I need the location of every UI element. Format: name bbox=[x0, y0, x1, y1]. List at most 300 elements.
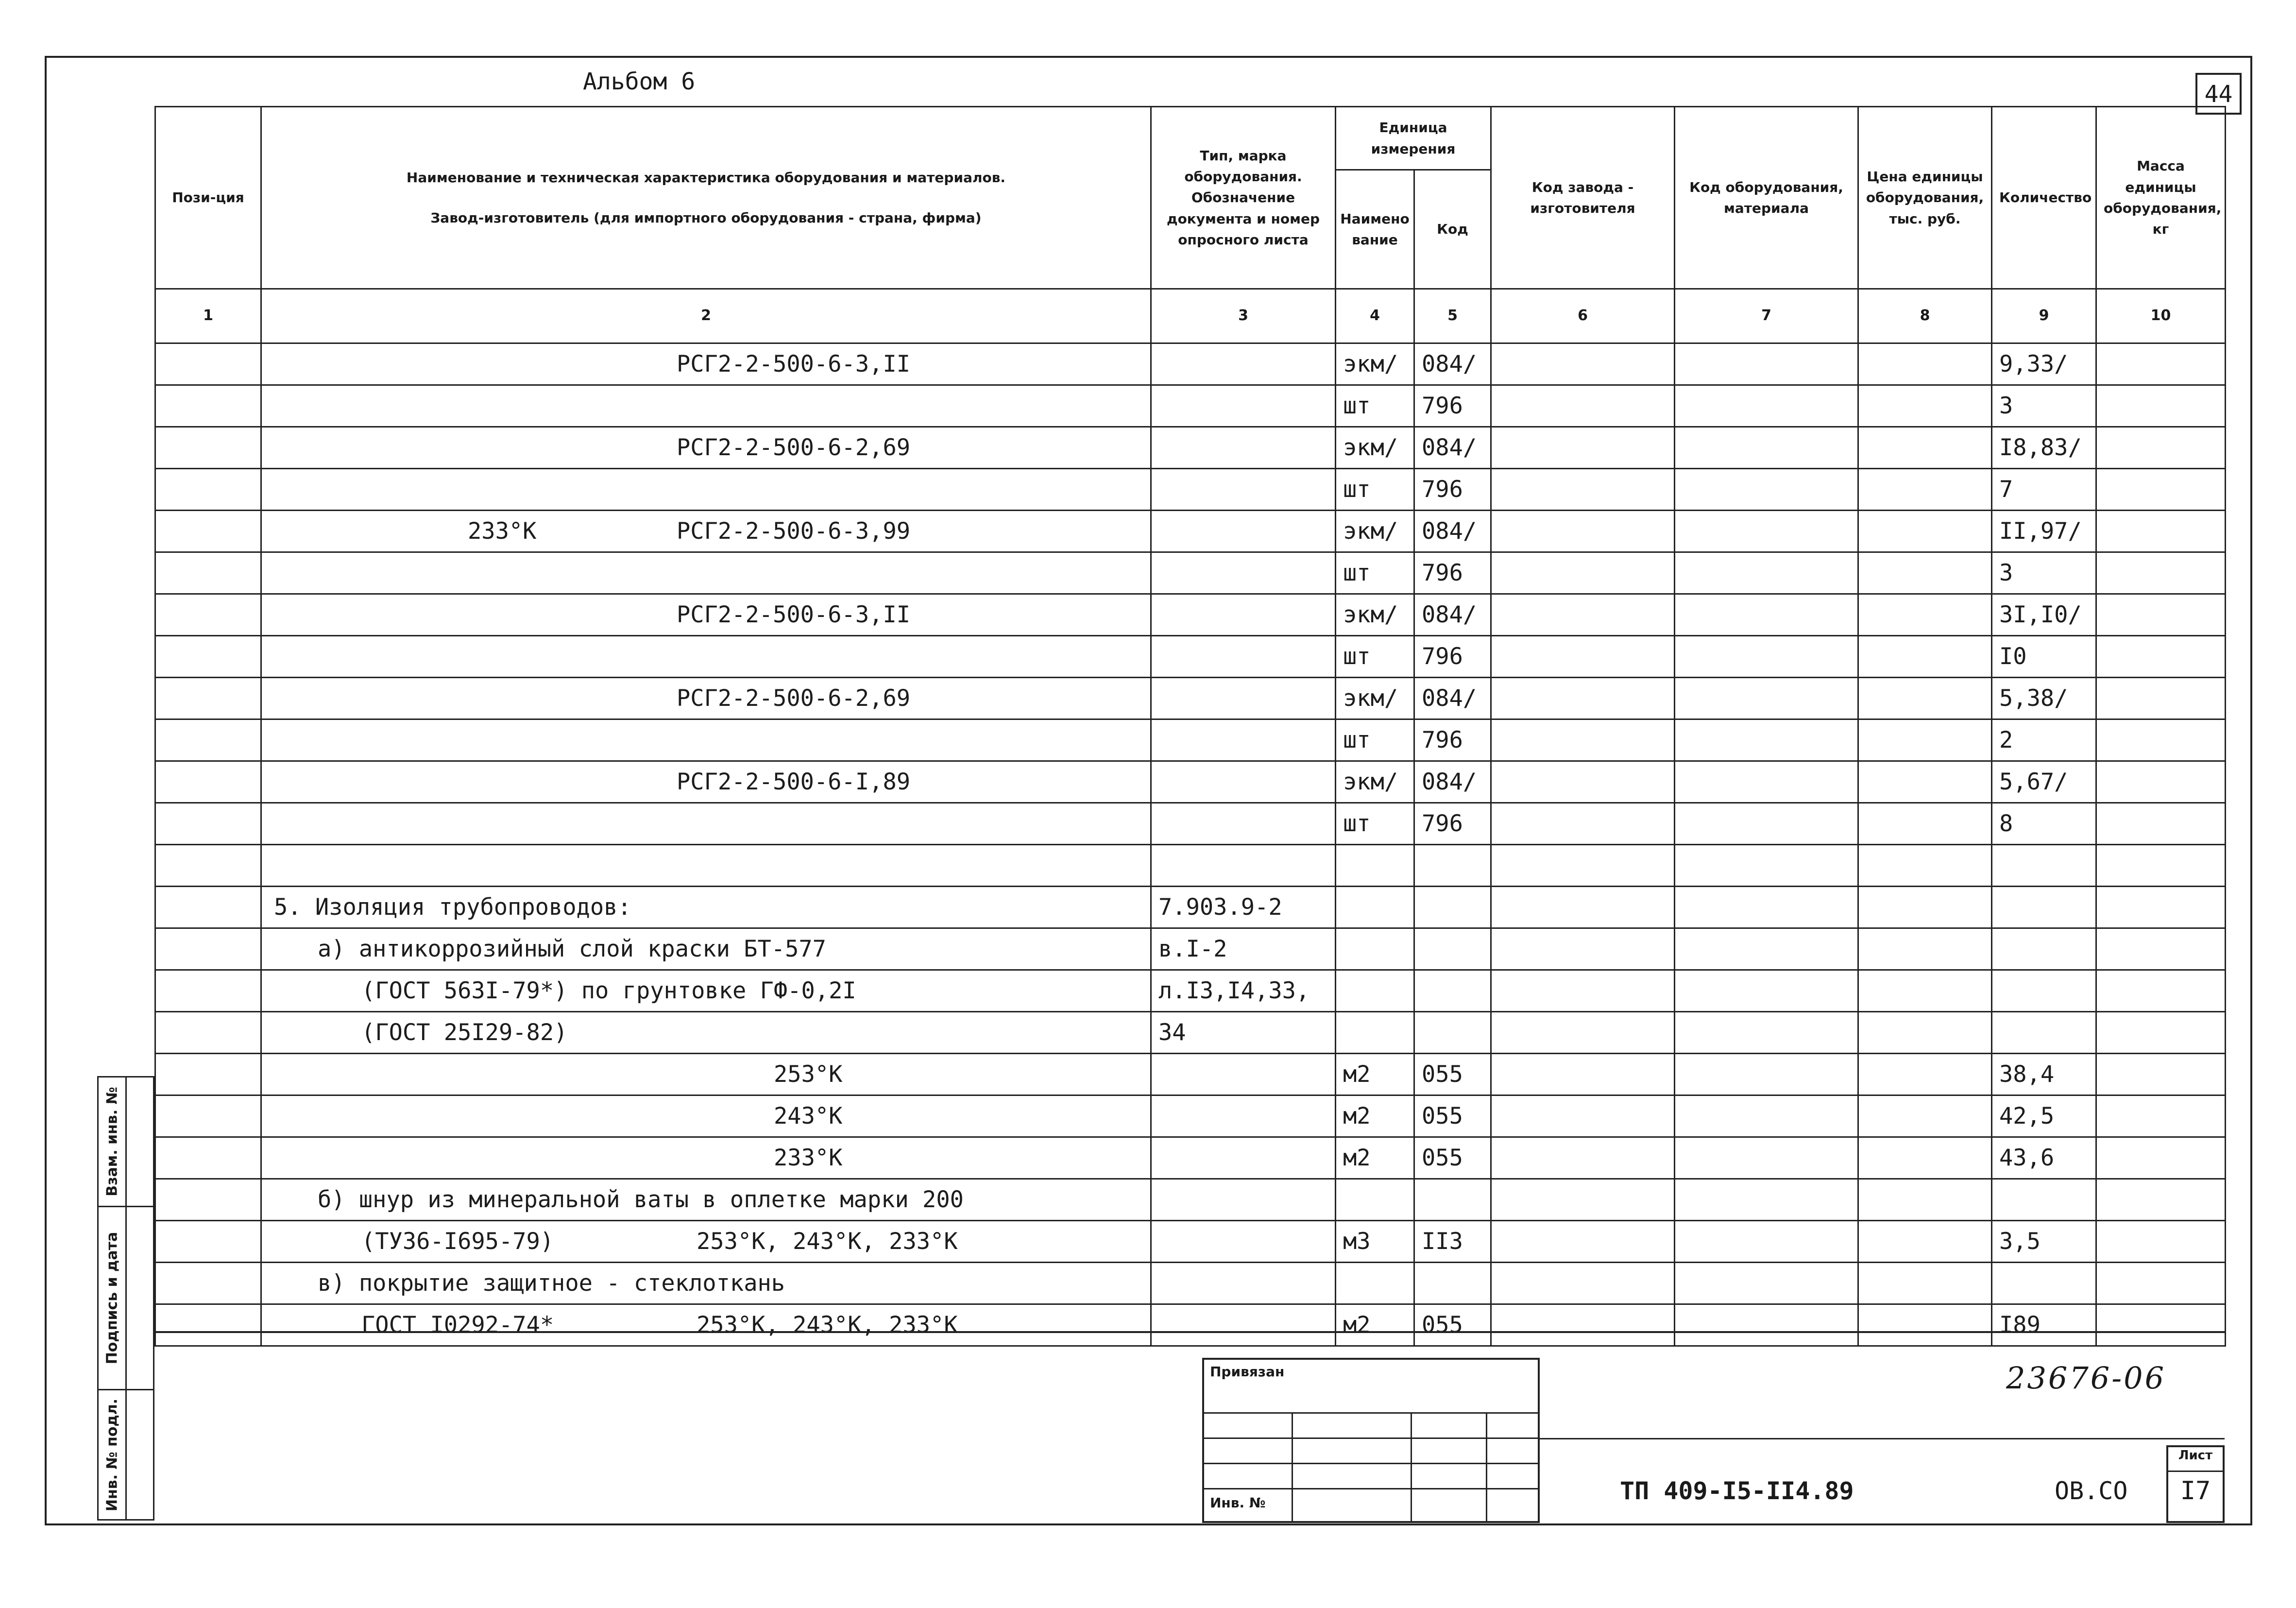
cell-type bbox=[1151, 385, 1336, 427]
cell-unit-code bbox=[1414, 1012, 1491, 1054]
cell-name bbox=[261, 719, 1151, 761]
cell-name-subtext: 233°К bbox=[774, 1145, 843, 1171]
cell-name-text: б) шнур из минеральной ваты в оплетке марки 200 bbox=[318, 1186, 964, 1213]
cell-equipment-code bbox=[1675, 511, 1858, 552]
cell-price bbox=[1858, 636, 1992, 678]
cell-type bbox=[1151, 761, 1336, 803]
cell-price bbox=[1858, 552, 1992, 594]
cell-type bbox=[1151, 845, 1336, 887]
cell-position bbox=[155, 1304, 261, 1346]
page-number: 44 bbox=[2195, 73, 2242, 115]
cell-factory-code bbox=[1491, 385, 1675, 427]
cell-type bbox=[1151, 427, 1336, 469]
cell-price bbox=[1858, 385, 1992, 427]
cell-unit-code bbox=[1414, 1263, 1491, 1304]
table-row bbox=[155, 1012, 2226, 1054]
column-number-row bbox=[155, 289, 2226, 343]
sheet-box bbox=[2166, 1445, 2225, 1523]
header-unit-code: Код bbox=[1414, 170, 1491, 289]
cell-unit-name: шт bbox=[1336, 469, 1414, 511]
header-factory-code: Код завода - изготовителя bbox=[1491, 107, 1675, 289]
table-row bbox=[155, 1221, 2226, 1263]
cell-name bbox=[261, 469, 1151, 511]
cell-position bbox=[155, 803, 261, 845]
cell-unit-code bbox=[1414, 1179, 1491, 1221]
header-name-line1: Наименование и техническая характеристика оборудования и материалов. bbox=[406, 169, 1006, 186]
table-row bbox=[155, 385, 2226, 427]
table-row bbox=[155, 469, 2226, 511]
cell-unit-code: 055 bbox=[1414, 1304, 1491, 1346]
cell-name bbox=[261, 594, 1151, 636]
cell-price bbox=[1858, 845, 1992, 887]
cell-unit-name: шт bbox=[1336, 636, 1414, 678]
cell-position bbox=[155, 887, 261, 928]
cell-quantity: I89 bbox=[1992, 1304, 2096, 1346]
cell-unit-name: м2 bbox=[1336, 1095, 1414, 1137]
cell-name bbox=[261, 1137, 1151, 1179]
cell-name bbox=[261, 1179, 1151, 1221]
cell-quantity: I8,83/ bbox=[1992, 427, 2096, 469]
cell-position bbox=[155, 552, 261, 594]
cell-name-text: ГОСТ I0292-74* bbox=[361, 1312, 554, 1338]
cell-equipment-code bbox=[1675, 427, 1858, 469]
sheet-label: Лист bbox=[2178, 1448, 2213, 1463]
cell-name bbox=[261, 803, 1151, 845]
cell-name bbox=[261, 552, 1151, 594]
cell-price bbox=[1858, 427, 1992, 469]
specification-table bbox=[154, 106, 2226, 1347]
header-name bbox=[261, 107, 1151, 289]
cell-unit-name: шт bbox=[1336, 719, 1414, 761]
cell-factory-code bbox=[1491, 1263, 1675, 1304]
table-row bbox=[155, 1137, 2226, 1179]
cell-price bbox=[1858, 1095, 1992, 1137]
stamp-label-inv: Инв. № bbox=[1210, 1495, 1266, 1511]
cell-name bbox=[261, 1012, 1151, 1054]
cell-factory-code bbox=[1491, 678, 1675, 719]
cell-equipment-code bbox=[1675, 970, 1858, 1012]
cell-equipment-code bbox=[1675, 469, 1858, 511]
approval-stamp bbox=[1202, 1358, 1540, 1523]
cell-price bbox=[1858, 803, 1992, 845]
cell-factory-code bbox=[1491, 803, 1675, 845]
cell-type bbox=[1151, 719, 1336, 761]
cell-unit-name bbox=[1336, 887, 1414, 928]
table-row bbox=[155, 803, 2226, 845]
header-unit-name: Наименование bbox=[1336, 170, 1414, 289]
cell-mass bbox=[2096, 1304, 2226, 1346]
sheet-number: I7 bbox=[2180, 1476, 2211, 1505]
cell-unit-name: м2 bbox=[1336, 1137, 1414, 1179]
table-row bbox=[155, 845, 2226, 887]
document-suffix: ОВ.СО bbox=[2055, 1477, 2128, 1505]
cell-unit-name: м2 bbox=[1336, 1304, 1414, 1346]
cell-equipment-code bbox=[1675, 385, 1858, 427]
cell-type bbox=[1151, 678, 1336, 719]
cell-mass bbox=[2096, 385, 2226, 427]
cell-price bbox=[1858, 678, 1992, 719]
table-row bbox=[155, 928, 2226, 970]
col-number: 3 bbox=[1151, 289, 1336, 343]
cell-unit-name: экм/ bbox=[1336, 678, 1414, 719]
cell-price bbox=[1858, 1012, 1992, 1054]
cell-factory-code bbox=[1491, 719, 1675, 761]
cell-name bbox=[261, 970, 1151, 1012]
cell-name bbox=[261, 678, 1151, 719]
cell-unit-name: шт bbox=[1336, 803, 1414, 845]
cell-unit-code: 796 bbox=[1414, 803, 1491, 845]
cell-quantity bbox=[1992, 1179, 2096, 1221]
document-id: ТП 409-I5-II4.89 bbox=[1620, 1477, 1854, 1505]
cell-name-text: в) покрытие защитное - стеклоткань bbox=[318, 1270, 785, 1297]
cell-factory-code bbox=[1491, 427, 1675, 469]
col-number: 10 bbox=[2096, 289, 2226, 343]
cell-price bbox=[1858, 1263, 1992, 1304]
cell-factory-code bbox=[1491, 343, 1675, 385]
cell-name bbox=[261, 511, 1151, 552]
cell-unit-code bbox=[1414, 845, 1491, 887]
cell-price bbox=[1858, 594, 1992, 636]
side-label-inv: Инв. № подл. bbox=[103, 1398, 120, 1511]
cell-unit-name bbox=[1336, 1012, 1414, 1054]
table-row bbox=[155, 1054, 2226, 1095]
cell-unit-code: 084/ bbox=[1414, 594, 1491, 636]
cell-name-subtext: РСГ2-2-500-6-2,69 bbox=[677, 685, 911, 712]
cell-mass bbox=[2096, 719, 2226, 761]
cell-quantity: 3I,I0/ bbox=[1992, 594, 2096, 636]
cell-mass bbox=[2096, 761, 2226, 803]
cell-quantity: 2 bbox=[1992, 719, 2096, 761]
cell-unit-code: 796 bbox=[1414, 469, 1491, 511]
cell-unit-name: экм/ bbox=[1336, 511, 1414, 552]
cell-quantity bbox=[1992, 845, 2096, 887]
cell-position bbox=[155, 970, 261, 1012]
cell-unit-name bbox=[1336, 1179, 1414, 1221]
cell-type: л.I3,I4,33, bbox=[1151, 970, 1336, 1012]
cell-equipment-code bbox=[1675, 1012, 1858, 1054]
cell-position bbox=[155, 1221, 261, 1263]
cell-type bbox=[1151, 1304, 1336, 1346]
cell-mass bbox=[2096, 1137, 2226, 1179]
cell-price bbox=[1858, 928, 1992, 970]
col-number: 9 bbox=[1992, 289, 2096, 343]
cell-equipment-code bbox=[1675, 678, 1858, 719]
side-cell-vzam bbox=[97, 1076, 154, 1207]
cell-mass bbox=[2096, 427, 2226, 469]
cell-unit-code: 796 bbox=[1414, 636, 1491, 678]
cell-factory-code bbox=[1491, 845, 1675, 887]
cell-quantity: II,97/ bbox=[1992, 511, 2096, 552]
cell-quantity bbox=[1992, 970, 2096, 1012]
cell-mass bbox=[2096, 1179, 2226, 1221]
cell-unit-code: 084/ bbox=[1414, 343, 1491, 385]
side-cell-inv bbox=[97, 1389, 154, 1521]
cell-factory-code bbox=[1491, 552, 1675, 594]
cell-type bbox=[1151, 1095, 1336, 1137]
table-row bbox=[155, 1304, 2226, 1346]
col-number: 7 bbox=[1675, 289, 1858, 343]
table-row bbox=[155, 552, 2226, 594]
cell-name bbox=[261, 1304, 1151, 1346]
cell-unit-code: 055 bbox=[1414, 1095, 1491, 1137]
table-row bbox=[155, 1179, 2226, 1221]
cell-quantity: 5,67/ bbox=[1992, 761, 2096, 803]
cell-name-subtext: РСГ2-2-500-6-I,89 bbox=[677, 769, 911, 795]
cell-factory-code bbox=[1491, 1095, 1675, 1137]
cell-quantity: 3,5 bbox=[1992, 1221, 2096, 1263]
cell-factory-code bbox=[1491, 887, 1675, 928]
cell-quantity: 42,5 bbox=[1992, 1095, 2096, 1137]
cell-type bbox=[1151, 552, 1336, 594]
cell-type bbox=[1151, 803, 1336, 845]
cell-unit-code: 084/ bbox=[1414, 678, 1491, 719]
cell-quantity: 5,38/ bbox=[1992, 678, 2096, 719]
table-row bbox=[155, 678, 2226, 719]
cell-position bbox=[155, 761, 261, 803]
cell-quantity: 8 bbox=[1992, 803, 2096, 845]
cell-quantity bbox=[1992, 1012, 2096, 1054]
cell-equipment-code bbox=[1675, 594, 1858, 636]
table-row bbox=[155, 970, 2226, 1012]
cell-price bbox=[1858, 887, 1992, 928]
specification-body bbox=[155, 343, 2226, 1346]
cell-type: 7.903.9-2 bbox=[1151, 887, 1336, 928]
side-cell-podpis bbox=[97, 1206, 154, 1390]
cell-unit-code: 084/ bbox=[1414, 427, 1491, 469]
cell-name-text: 233°К bbox=[468, 518, 537, 545]
header-unit-group: Единица измерения bbox=[1336, 107, 1491, 170]
side-stamp bbox=[97, 1076, 154, 1521]
cell-price bbox=[1858, 970, 1992, 1012]
cell-mass bbox=[2096, 343, 2226, 385]
cell-factory-code bbox=[1491, 1179, 1675, 1221]
cell-equipment-code bbox=[1675, 761, 1858, 803]
cell-quantity: 3 bbox=[1992, 385, 2096, 427]
cell-mass bbox=[2096, 594, 2226, 636]
cell-name-text: (ГОСТ 563I-79*) по грунтовке ГФ-0,2I bbox=[361, 977, 856, 1004]
cell-name bbox=[261, 1054, 1151, 1095]
cell-name bbox=[261, 887, 1151, 928]
cell-name-subtext: РСГ2-2-500-6-2,69 bbox=[677, 434, 911, 461]
cell-mass bbox=[2096, 1095, 2226, 1137]
cell-factory-code bbox=[1491, 1137, 1675, 1179]
table-row bbox=[155, 427, 2226, 469]
cell-unit-name: м2 bbox=[1336, 1054, 1414, 1095]
cell-factory-code bbox=[1491, 594, 1675, 636]
cell-unit-name bbox=[1336, 970, 1414, 1012]
cell-unit-name: экм/ bbox=[1336, 427, 1414, 469]
cell-unit-code: II3 bbox=[1414, 1221, 1491, 1263]
cell-unit-code: 796 bbox=[1414, 385, 1491, 427]
cell-name bbox=[261, 845, 1151, 887]
cell-equipment-code bbox=[1675, 928, 1858, 970]
cell-price bbox=[1858, 343, 1992, 385]
cell-mass bbox=[2096, 1221, 2226, 1263]
table-row bbox=[155, 1095, 2226, 1137]
cell-unit-code: 084/ bbox=[1414, 511, 1491, 552]
cell-name bbox=[261, 427, 1151, 469]
cell-name-subtext: РСГ2-2-500-6-3,99 bbox=[677, 518, 911, 545]
cell-position bbox=[155, 1012, 261, 1054]
cell-factory-code bbox=[1491, 970, 1675, 1012]
cell-factory-code bbox=[1491, 1054, 1675, 1095]
col-number: 2 bbox=[261, 289, 1151, 343]
cell-name-text: (ГОСТ 25I29-82) bbox=[361, 1019, 568, 1046]
cell-equipment-code bbox=[1675, 636, 1858, 678]
table-row bbox=[155, 1263, 2226, 1304]
cell-position bbox=[155, 1179, 261, 1221]
cell-unit-code: 055 bbox=[1414, 1137, 1491, 1179]
table-row bbox=[155, 761, 2226, 803]
cell-name-text: 5. Изоляция трубопроводов: bbox=[274, 894, 631, 921]
cell-equipment-code bbox=[1675, 1054, 1858, 1095]
cell-name-text: (ТУ36-I695-79) bbox=[361, 1228, 554, 1255]
handwritten-number: 23676-06 bbox=[2006, 1360, 2166, 1396]
cell-type bbox=[1151, 511, 1336, 552]
cell-quantity: 38,4 bbox=[1992, 1054, 2096, 1095]
cell-mass bbox=[2096, 636, 2226, 678]
col-number: 6 bbox=[1491, 289, 1675, 343]
cell-quantity: 43,6 bbox=[1992, 1137, 2096, 1179]
cell-name bbox=[261, 761, 1151, 803]
cell-mass bbox=[2096, 845, 2226, 887]
cell-equipment-code bbox=[1675, 1095, 1858, 1137]
table-row bbox=[155, 511, 2226, 552]
cell-quantity: 9,33/ bbox=[1992, 343, 2096, 385]
cell-unit-name: шт bbox=[1336, 385, 1414, 427]
header-price: Цена единицы оборудования, тыс. руб. bbox=[1858, 107, 1992, 289]
cell-equipment-code bbox=[1675, 1221, 1858, 1263]
cell-mass bbox=[2096, 1054, 2226, 1095]
cell-position bbox=[155, 719, 261, 761]
cell-price bbox=[1858, 761, 1992, 803]
header-row-1 bbox=[155, 107, 2226, 170]
cell-price bbox=[1858, 469, 1992, 511]
cell-equipment-code bbox=[1675, 803, 1858, 845]
cell-mass bbox=[2096, 552, 2226, 594]
cell-unit-name bbox=[1336, 1263, 1414, 1304]
col-number: 1 bbox=[155, 289, 261, 343]
cell-price bbox=[1858, 511, 1992, 552]
header-name-line2: Завод-изготовитель (для импортного оборудования - страна, фирма) bbox=[430, 210, 982, 226]
cell-type bbox=[1151, 636, 1336, 678]
header-position: Пози-ция bbox=[155, 107, 261, 289]
cell-mass bbox=[2096, 678, 2226, 719]
cell-equipment-code bbox=[1675, 1137, 1858, 1179]
cell-quantity: 3 bbox=[1992, 552, 2096, 594]
album-title: Альбом 6 bbox=[583, 68, 696, 95]
side-label-vzam: Взам. инв. № bbox=[103, 1087, 120, 1197]
cell-factory-code bbox=[1491, 1221, 1675, 1263]
cell-unit-name bbox=[1336, 845, 1414, 887]
cell-position bbox=[155, 594, 261, 636]
cell-equipment-code bbox=[1675, 1179, 1858, 1221]
cell-equipment-code bbox=[1675, 845, 1858, 887]
cell-mass bbox=[2096, 511, 2226, 552]
cell-unit-name: м3 bbox=[1336, 1221, 1414, 1263]
cell-type bbox=[1151, 1221, 1336, 1263]
cell-type bbox=[1151, 1263, 1336, 1304]
cell-unit-name: экм/ bbox=[1336, 343, 1414, 385]
cell-price bbox=[1858, 1221, 1992, 1263]
cell-mass bbox=[2096, 803, 2226, 845]
header-type: Тип, марка оборудования. Обозначение документа и номер опросного листа bbox=[1151, 107, 1336, 289]
cell-position bbox=[155, 1137, 261, 1179]
cell-factory-code bbox=[1491, 469, 1675, 511]
cell-position bbox=[155, 427, 261, 469]
cell-unit-name: экм/ bbox=[1336, 594, 1414, 636]
cell-name-subtext: РСГ2-2-500-6-3,II bbox=[677, 601, 911, 628]
cell-factory-code bbox=[1491, 511, 1675, 552]
cell-name-text: а) антикоррозийный слой краски БТ-577 bbox=[318, 936, 826, 962]
cell-unit-code: 796 bbox=[1414, 719, 1491, 761]
table-row bbox=[155, 887, 2226, 928]
cell-position bbox=[155, 845, 261, 887]
cell-mass bbox=[2096, 887, 2226, 928]
cell-equipment-code bbox=[1675, 552, 1858, 594]
header-mass: Масса единицы оборудования, кг bbox=[2096, 107, 2226, 289]
cell-unit-code bbox=[1414, 887, 1491, 928]
table-row bbox=[155, 719, 2226, 761]
cell-type bbox=[1151, 1137, 1336, 1179]
table-row bbox=[155, 636, 2226, 678]
cell-position bbox=[155, 1054, 261, 1095]
cell-position bbox=[155, 343, 261, 385]
cell-position bbox=[155, 1095, 261, 1137]
header-equipment-code: Код оборудования, материала bbox=[1675, 107, 1858, 289]
col-number: 8 bbox=[1858, 289, 1992, 343]
cell-position bbox=[155, 636, 261, 678]
cell-type bbox=[1151, 594, 1336, 636]
col-number: 4 bbox=[1336, 289, 1414, 343]
cell-unit-name: шт bbox=[1336, 552, 1414, 594]
cell-position bbox=[155, 1263, 261, 1304]
cell-equipment-code bbox=[1675, 1263, 1858, 1304]
cell-unit-code: 796 bbox=[1414, 552, 1491, 594]
table-row bbox=[155, 343, 2226, 385]
cell-price bbox=[1858, 1137, 1992, 1179]
cell-equipment-code bbox=[1675, 343, 1858, 385]
cell-name-subtext: 243°К bbox=[774, 1103, 843, 1129]
cell-equipment-code bbox=[1675, 719, 1858, 761]
cell-name bbox=[261, 385, 1151, 427]
cell-name-subtext: 253°К bbox=[774, 1061, 843, 1088]
cell-type bbox=[1151, 1179, 1336, 1221]
cell-factory-code bbox=[1491, 1012, 1675, 1054]
cell-equipment-code bbox=[1675, 887, 1858, 928]
cell-position bbox=[155, 469, 261, 511]
cell-unit-code: 055 bbox=[1414, 1054, 1491, 1095]
cell-unit-name bbox=[1336, 928, 1414, 970]
cell-position bbox=[155, 678, 261, 719]
cell-mass bbox=[2096, 1012, 2226, 1054]
cell-name bbox=[261, 636, 1151, 678]
cell-type bbox=[1151, 469, 1336, 511]
cell-position bbox=[155, 511, 261, 552]
title-block-top-line bbox=[154, 1331, 2225, 1333]
cell-factory-code bbox=[1491, 761, 1675, 803]
cell-name bbox=[261, 1221, 1151, 1263]
cell-unit-code bbox=[1414, 970, 1491, 1012]
cell-name-subtext: РСГ2-2-500-6-3,II bbox=[677, 351, 911, 377]
cell-quantity bbox=[1992, 1263, 2096, 1304]
cell-type: 34 bbox=[1151, 1012, 1336, 1054]
cell-mass bbox=[2096, 1263, 2226, 1304]
cell-position bbox=[155, 928, 261, 970]
cell-price bbox=[1858, 1179, 1992, 1221]
col-number: 5 bbox=[1414, 289, 1491, 343]
header-quantity: Количество bbox=[1992, 107, 2096, 289]
